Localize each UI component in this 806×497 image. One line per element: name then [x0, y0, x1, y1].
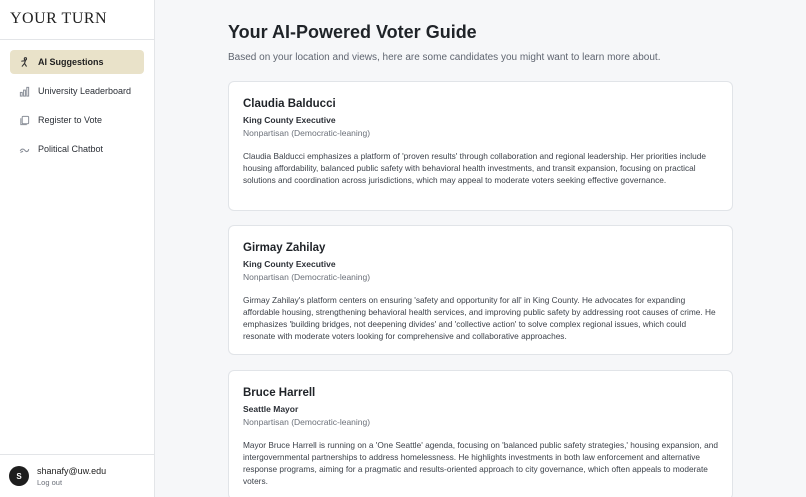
user-info: [37, 466, 106, 487]
candidate-party: Nonpartisan (Democratic-leaning): [243, 417, 371, 427]
candidate-office: Seattle Mayor: [243, 404, 299, 414]
chat-icon: [18, 143, 30, 155]
user-email: shanafy@uw.edu: [37, 465, 107, 476]
candidate-description: Claudia Balducci emphasizes a platform of 'proven results' through collaboration and regional leadership. Her priorities include housing affordability, balanced public safety with behavioral health investments, and transit expansion, focusing on practical solutions and coordination across jurisdictions, which may appeal to moderate voters seeking effective governance.: [243, 151, 706, 185]
ai-figure-icon: [18, 56, 30, 68]
sidebar-item-political-chatbot[interactable]: [10, 137, 144, 161]
document-icon: [18, 114, 30, 126]
user-profile: [0, 454, 154, 497]
sidebar-item-label: AI Suggestions: [38, 57, 104, 67]
sidebar: [0, 0, 155, 497]
candidate-description: Mayor Bruce Harrell is running on a 'One Seattle' agenda, focusing on 'balanced public safety strategies,' housing expansion, and intergovernmental partnerships to address homelessness. He highlights investments in both law enforcement and alternative response programs, aiming for a pragmatic and results-oriented approach to city governance, which often appeals to moderate voters.: [243, 440, 718, 486]
page-subtitle: Based on your location and views, here are some candidates you might want to learn more about.: [228, 52, 661, 63]
candidate-card: [228, 370, 733, 497]
avatar[interactable]: S: [9, 466, 29, 486]
sidebar-item-label: Political Chatbot: [38, 144, 104, 154]
voter-guide: [228, 22, 733, 486]
candidate-name: Girmay Zahilay: [243, 242, 326, 254]
logout-link[interactable]: Log out: [37, 477, 63, 487]
candidate-party: Nonpartisan (Democratic-leaning): [243, 272, 371, 282]
sidebar-item-label: Register to Vote: [38, 115, 103, 125]
sidebar-item-label: University Leaderboard: [38, 86, 132, 96]
candidate-name: Bruce Harrell: [243, 387, 316, 399]
sidebar-item-ai-suggestions[interactable]: [10, 50, 144, 74]
candidate-office: King County Executive: [243, 259, 336, 269]
candidate-party: Nonpartisan (Democratic-leaning): [243, 128, 371, 138]
candidate-card: [228, 225, 733, 355]
sidebar-nav: [0, 40, 154, 161]
page-title: Your AI-Powered Voter Guide: [228, 22, 477, 42]
sidebar-item-university-leaderboard[interactable]: [10, 79, 144, 103]
candidate-name: Claudia Balducci: [243, 98, 336, 110]
main-content: [155, 0, 806, 497]
candidate-description: Girmay Zahilay's platform centers on ensuring 'safety and opportunity for all' in King County. He advocates for expanding affordable housing, strengthening behavioral health services, and improving public safety by addressing root causes of crime. He emphasizes 'building bridges, not deepening divides' and 'collective action' to solve complex regional issues, which could resonate with moderate voters looking for comprehensive and collaborative approaches.: [243, 295, 716, 341]
brand-logo[interactable]: YOUR TURN: [0, 0, 154, 40]
candidate-office: King County Executive: [243, 115, 336, 125]
sidebar-item-register-to-vote[interactable]: [10, 108, 144, 132]
bar-chart-icon: [18, 85, 30, 97]
candidate-card: [228, 81, 733, 211]
